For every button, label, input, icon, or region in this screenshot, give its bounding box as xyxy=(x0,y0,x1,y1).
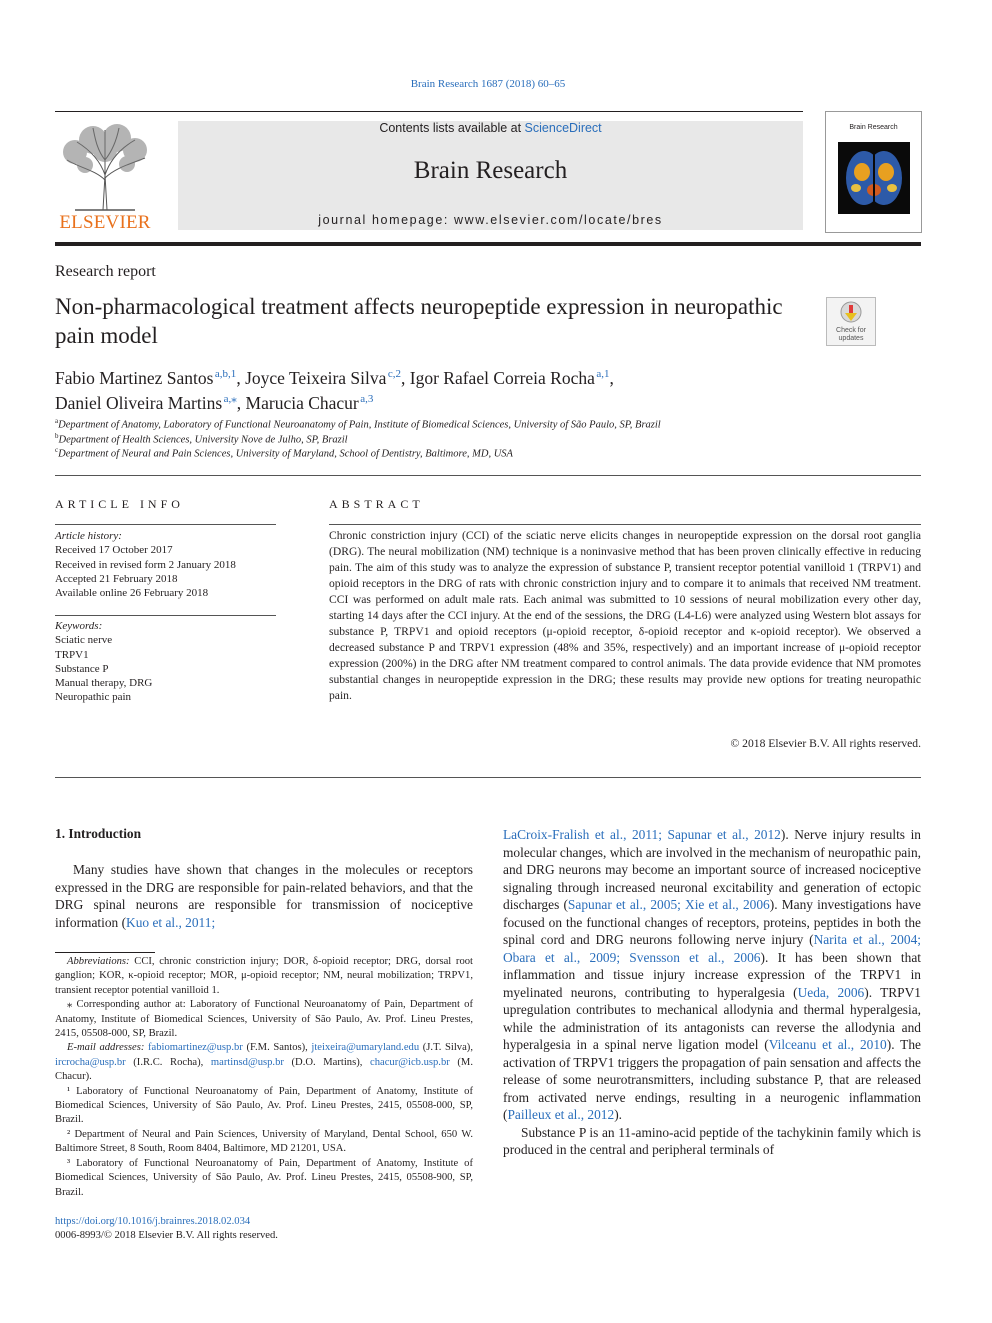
history-entry: Available online 26 February 2018 xyxy=(55,587,209,600)
author-separator: , xyxy=(236,367,246,388)
paragraph-text: ). xyxy=(614,1107,623,1122)
header-rule xyxy=(55,111,803,112)
journal-homepage xyxy=(178,213,803,227)
right-column xyxy=(503,826,921,1159)
email-owner: (F.M. Santos), xyxy=(242,1042,312,1054)
paragraph-text: ). Nerve injury results in molecular changes, which are involved in the mechanism of neuropathic pain, and DRG neurons may become an important source of increased nociceptive signaling through increased neuronal excitability and generation of ectopic discharges ( xyxy=(503,827,921,912)
doi-link[interactable]: https://doi.org/10.1016/j.brainres.2018.02.034 xyxy=(55,1216,251,1227)
affiliation-marker: c xyxy=(55,446,59,454)
journal-reference[interactable]: Brain Research 1687 (2018) 60–65 xyxy=(410,78,566,90)
citation-link[interactable]: Vilceanu et al., 2010 xyxy=(768,1037,887,1052)
author-affiliation-marker[interactable]: a,1 xyxy=(596,368,610,380)
history-entry: Received in revised form 2 January 2018 xyxy=(55,558,236,571)
info-rule xyxy=(55,615,276,616)
masthead-rule xyxy=(55,242,921,246)
author-separator: , xyxy=(236,392,246,413)
check-for-updates-button[interactable] xyxy=(826,297,876,346)
author-affiliation-marker[interactable]: a,b,1 xyxy=(214,368,237,380)
affiliation xyxy=(55,446,513,460)
affiliation xyxy=(55,432,348,446)
paragraph-text: ). The activation of TRPV1 triggers the propagation of pain sensation and affects the release of some neurotransmitters, including substance P, that are released from activated nerve endings, resulting in a neurogenic inflammation ( xyxy=(503,1037,921,1122)
citation-link[interactable]: Narita et al., 2004; Obara et al., 2009; Svensson et al., 2006 xyxy=(503,932,921,965)
affiliation-text: Department of Health Sciences, University Nove de Julho, SP, Brazil xyxy=(58,434,348,446)
email-footnote xyxy=(55,1041,473,1084)
history-label: Article history: xyxy=(55,530,122,542)
abstract-rule xyxy=(329,524,921,525)
history-entry: Accepted 21 February 2018 xyxy=(55,572,178,585)
keyword: Manual therapy, DRG xyxy=(55,677,153,690)
affiliation-text: Department of Neural and Pain Sciences, University of Maryland, School of Dentistry, Baltimore, MD, USA xyxy=(58,448,513,460)
info-rule xyxy=(55,524,276,525)
author-name[interactable]: Igor Rafael Correia Rocha xyxy=(409,367,595,388)
abbreviations-label: Abbreviations: xyxy=(67,956,130,967)
check-updates-label: Check for updates xyxy=(836,327,866,342)
citation-link[interactable]: Pailleux et al., 2012 xyxy=(507,1107,615,1122)
abstract-copyright: © 2018 Elsevier B.V. All rights reserved. xyxy=(730,737,921,750)
author-affiliation-marker[interactable]: a,⁎ xyxy=(223,392,237,405)
author-name[interactable]: Fabio Martinez Santos xyxy=(55,367,214,388)
section-rule xyxy=(55,475,921,476)
paragraph-text: Many studies have shown that changes in the molecules or receptors expressed in the DRG are responsible for pain-related behaviors, and that the DRG spinal neurons are responsible for transmission of nociceptive information ( xyxy=(55,862,473,930)
email-link[interactable]: martinsd@usp.br xyxy=(210,1056,284,1068)
sciencedirect-link[interactable]: ScienceDirect xyxy=(524,121,602,135)
intro-paragraph-continued xyxy=(503,826,921,1124)
paragraph-text: ). It has been shown that inflammation and tissue injury increase expression of the TRPV1 in myelinated neurons, contributing to hyperalgesia ( xyxy=(503,949,921,1000)
affiliation-footnote: ² Department of Neural and Pain Sciences, University of Maryland, Dental School, 650 W. Baltimore Street, 8 South, Room 8404, Baltimore, MD 21201, USA. xyxy=(55,1128,473,1155)
keyword: Sciatic nerve xyxy=(55,634,113,647)
abbreviations-text: CCI, chronic constriction injury; DOR, δ-opioid receptor; DRG, dorsal root ganglion; KOR, κ-opioid receptor; MOR, μ-opioid receptor; NM, neural mobilization; TRPV1, transient receptor potential vanilloid 1. xyxy=(55,956,473,996)
affiliation xyxy=(55,417,661,431)
homepage-prefix: journal homepage: xyxy=(318,213,455,227)
keyword: TRPV1 xyxy=(55,648,89,661)
author-separator: , xyxy=(609,367,614,388)
author-list xyxy=(55,364,855,414)
email-link[interactable]: fabiomartinez@usp.br xyxy=(148,1042,243,1054)
issn-copyright: 0006-8993/© 2018 Elsevier B.V. All rights reserved. xyxy=(55,1230,278,1241)
author-affiliation-marker[interactable]: c,2 xyxy=(387,368,401,380)
keywords-list xyxy=(55,619,276,705)
corresponding-author-footnote: ⁎ Corresponding author at: Laboratory of Functional Neuroanatomy of Pain, Department of Anatomy, Institute of Biomedical Sciences, University of São Paulo, Av. Prof. Lineu Prestes, 2415, 05508-000, SP, Brazil. xyxy=(55,999,473,1040)
article-info-heading: ARTICLE INFO xyxy=(55,497,184,511)
affiliation-marker: b xyxy=(55,432,59,440)
intro-paragraph xyxy=(55,861,473,931)
email-label: E-mail addresses: xyxy=(67,1042,145,1054)
affiliation-footnote: ³ Laboratory of Functional Neuroanatomy of Pain, Department of Anatomy, Institute of Biomedical Sciences, University of São Paulo, Av. Prof. Lineu Prestes, 2415, 05508-900, SP, Brazil. xyxy=(55,1157,473,1198)
author-name[interactable]: Daniel Oliveira Martins xyxy=(55,392,223,413)
email-owner: (I.R.C. Rocha), xyxy=(125,1056,211,1068)
contents-prefix: Contents lists available at xyxy=(379,121,525,135)
footnote-rule xyxy=(55,952,155,953)
author-name[interactable]: Marucia Chacur xyxy=(245,392,359,413)
citation-link[interactable]: Ueda, 2006 xyxy=(797,984,865,1000)
citation-link[interactable]: LaCroix-Fralish et al., 2011; Sapunar et al., 2012 xyxy=(503,827,781,842)
journal-name: Brain Research xyxy=(413,157,568,184)
article-history xyxy=(55,529,276,600)
email-owner: (M. Chacur). xyxy=(55,1056,473,1083)
email-link[interactable]: chacur@icb.usp.br xyxy=(370,1056,450,1068)
author-affiliation-marker[interactable]: a,3 xyxy=(360,392,374,405)
citation-link[interactable]: Kuo et al., 2011; xyxy=(126,914,216,930)
section-rule xyxy=(55,777,921,778)
email-link[interactable]: ircrocha@usp.br xyxy=(55,1056,126,1068)
author-name[interactable]: Joyce Teixeira Silva xyxy=(245,367,387,388)
affiliation-text: Department of Anatomy, Laboratory of Functional Neuroanatomy of Pain, Institute of Biomedical Sciences, University of São Paulo, SP, Brazil xyxy=(58,419,661,431)
cover-title: Brain Research xyxy=(849,124,898,131)
email-owner: (J.T. Silva), xyxy=(419,1042,473,1054)
affiliation-footnote: ¹ Laboratory of Functional Neuroanatomy of Pain, Department of Anatomy, Institute of Biomedical Sciences, University of São Paulo, Av. Prof. Lineu Prestes, 2415, 05508-000, SP, Brazil. xyxy=(55,1085,473,1126)
article-title: Non-pharmacological treatment affects neuropeptide expression in neuropathic pain model xyxy=(55,294,783,348)
article-type: Research report xyxy=(55,263,156,280)
brain-scan-image xyxy=(838,142,910,214)
keyword: Substance P xyxy=(55,662,109,675)
check-updates-icon xyxy=(840,301,862,327)
citation-link[interactable]: Sapunar et al., 2005; Xie et al., 2006 xyxy=(567,897,770,912)
email-link[interactable]: jteixeira@umaryland.edu xyxy=(311,1042,420,1054)
footnotes xyxy=(55,955,473,1200)
abstract-heading: ABSTRACT xyxy=(329,497,424,511)
author-separator: , xyxy=(401,367,410,388)
keyword: Neuropathic pain xyxy=(55,691,132,704)
paragraph-text: ). TRPV1 upregulation contributes to mechanical allodynia and thermal hyperalgesia, while the administration of its antagonists can reverse the allodynia and hyperalgesia in a spinal nerve ligation model ( xyxy=(503,984,921,1052)
homepage-link[interactable]: www.elsevier.com/locate/bres xyxy=(454,213,663,227)
paragraph-text: ). Many investigations have focused on the functional changes of receptors, proteins, peptides in both the spinal cord and DRG neurons following nerve injury ( xyxy=(503,897,921,947)
intro-paragraph: Substance P is an 11-amino-acid peptide of the tachykinin family which is produced in the central and peripheral terminals of xyxy=(503,1124,921,1157)
elsevier-wordmark: ELSEVIER xyxy=(59,212,151,233)
email-owner: (D.O. Martins), xyxy=(283,1056,371,1068)
history-entry: Received 17 October 2017 xyxy=(55,544,173,557)
abbreviations-footnote xyxy=(55,955,473,998)
affiliation-marker: a xyxy=(55,417,59,425)
introduction-heading: 1. Introduction xyxy=(55,826,142,841)
keywords-label: Keywords: xyxy=(55,620,103,632)
contents-line xyxy=(178,121,803,135)
abstract-text: Chronic constriction injury (CCI) of the sciatic nerve elicits changes in neuropeptide expression on the dorsal root ganglia (DRG). The neural mobilization (NM) technique is a noninvasive method that has been proven clinically effective in reducing pain. The aim of this study was to analyze the expression of substance P, transient receptor potential vanilloid 1 (TRPV1) and opioid receptors in the DRG of rats with chronic constriction injury and to compare it to animals that received NM treatment. CCI was performed on adult male rats. Each animal was submitted to 10 sessions of neural mobilization every other day, starting 14 days after the CCI injury. At the end of the sessions, the DRG (L4-L6) were analyzed using Western blot assays for substance P, TRPV1 and opioid receptors (μ-opioid receptor, δ-opioid receptor and κ-opioid receptor). We observed a decreased substance P and TRPV1 expression (48% and 35%, respectively) and an important increase of μ-opioid receptor expression (200%) in the DRG after NM treatment compared to control animals. The data provide evidence that NM promotes substantial changes in neuropeptide expression in the DRG; these results may provide new options for treating neuropathic pain. xyxy=(329,529,921,702)
